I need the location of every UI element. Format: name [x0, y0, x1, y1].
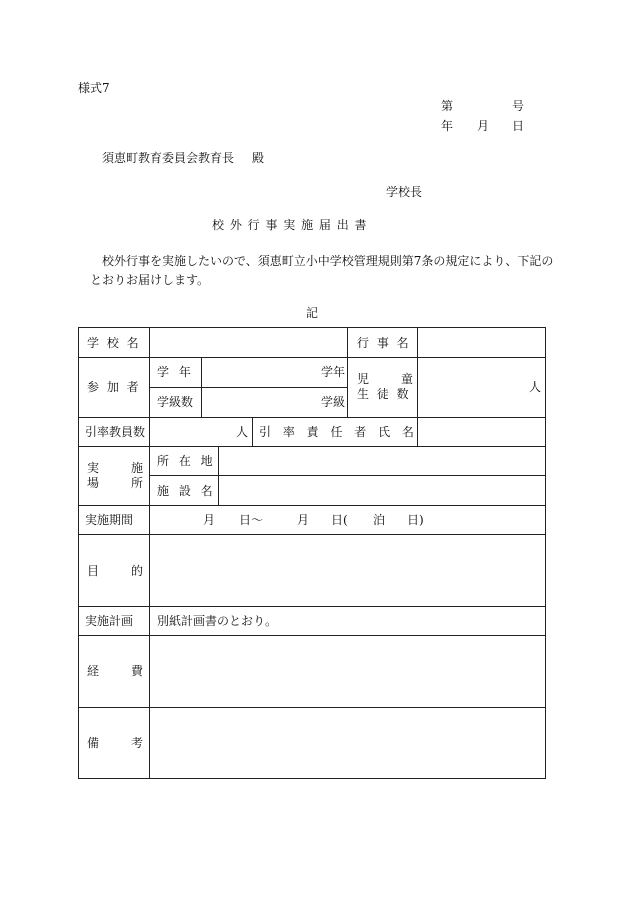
- label-leader-name: 引 率 責 任 者 氏 名: [259, 425, 418, 439]
- label-facility: 施 設 名: [157, 484, 216, 498]
- document-number-dai: 第: [441, 99, 454, 113]
- label-remarks-char-1: 備: [87, 736, 100, 750]
- label-teachers: 引率教員数: [85, 425, 146, 439]
- date-day: 日: [512, 119, 525, 133]
- label-cost-char-2: 費: [131, 664, 144, 678]
- label-cost-char-1: 経: [87, 664, 100, 678]
- document-number-gou: 号: [512, 99, 525, 113]
- body-line-2: とおりお届けします。: [90, 273, 210, 287]
- body-line-1: 校外行事を実施したいので、須恵町立小中学校管理規則第7条の規定により、下記の: [102, 254, 554, 268]
- label-place-char-3: 場: [87, 476, 100, 490]
- form-number: 様式7: [78, 81, 110, 95]
- period-day-2: 日(: [331, 513, 348, 527]
- date-year: 年: [441, 119, 454, 133]
- period-days: 日): [407, 513, 424, 527]
- label-remarks-char-2: 考: [131, 736, 144, 750]
- label-place-char-4: 所: [131, 476, 144, 490]
- label-place-char-2: 施: [131, 461, 144, 475]
- label-class-count: 学級数: [157, 395, 194, 409]
- period-month-1: 月: [203, 513, 216, 527]
- label-students-char-2: 童: [401, 372, 414, 386]
- period-nights: 泊: [373, 513, 386, 527]
- sender-title: 学校長: [386, 185, 423, 199]
- label-period: 実施期間: [85, 513, 134, 527]
- teachers-unit: 人: [236, 425, 249, 439]
- label-students-char-1: 児: [357, 372, 370, 386]
- grade-unit: 学年: [321, 365, 346, 379]
- label-plan: 実施計画: [85, 614, 134, 628]
- plan-value: 別紙計画書のとおり。: [157, 614, 278, 628]
- label-purpose-char-2: 的: [131, 564, 144, 578]
- period-month-2: 月: [297, 513, 310, 527]
- label-students-count: 生 徒 数: [357, 387, 411, 401]
- addressee-name: 須恵町教育委員会教育長: [102, 151, 235, 165]
- date-month: 月: [477, 119, 490, 133]
- label-event-name: 行 事 名: [357, 336, 411, 350]
- label-school-name: 学 校 名: [87, 336, 141, 350]
- students-unit: 人: [529, 380, 542, 394]
- label-place-char-1: 実: [87, 461, 100, 475]
- addressee-honorific: 殿: [252, 151, 265, 165]
- report-form-table: [78, 327, 546, 779]
- document-title: 校 外 行 事 実 施 届 出 書: [212, 218, 368, 232]
- label-purpose-char-1: 目: [87, 564, 100, 578]
- label-location: 所 在 地: [157, 454, 216, 468]
- ki-heading: 記: [306, 306, 319, 320]
- class-unit: 学級: [321, 395, 346, 409]
- label-grade: 学 年: [157, 365, 194, 379]
- period-day-1: 日〜: [239, 513, 264, 527]
- label-participants: 参 加 者: [87, 380, 141, 394]
